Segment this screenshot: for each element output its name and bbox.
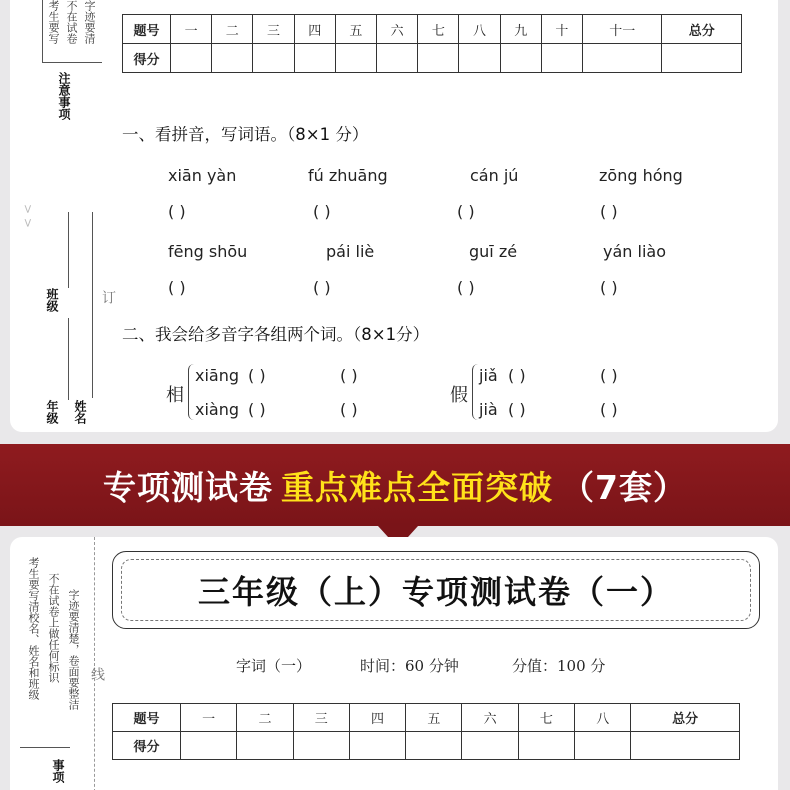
answer-blank[interactable]: ( ) <box>600 366 618 385</box>
pinyin-4: zōng hóng <box>599 166 683 185</box>
table-header-cell: 总分 <box>631 704 740 732</box>
pinyin-3: cán jú <box>470 166 519 185</box>
name-label: 姓名 <box>73 400 87 424</box>
polyphone-char-2: 假 <box>450 385 468 406</box>
notice-title: 事项 <box>51 759 65 783</box>
notice-line-1: 考生要写清校名、姓名和班级 <box>27 557 40 700</box>
bottom-exam-sheet <box>10 537 778 790</box>
name-line <box>92 212 93 398</box>
table-header-cell: 八 <box>575 704 631 732</box>
answer-blank[interactable]: ( ) <box>508 366 526 385</box>
notice-line-2: 不在试卷上做任何标识 <box>47 573 60 683</box>
answer-blank[interactable]: ( ) <box>600 400 618 419</box>
table-header-cell: 一 <box>181 704 237 732</box>
table-header-cell: 二 <box>212 15 253 44</box>
grade-line <box>68 318 69 400</box>
answer-blank[interactable]: ( ) <box>313 202 331 221</box>
binding-dashed-line <box>94 537 95 790</box>
table-header-cell: 七 <box>518 704 574 732</box>
score-cell[interactable] <box>212 44 253 73</box>
notice-title: 注意事项 <box>57 72 71 120</box>
brace <box>188 364 194 420</box>
class-label: 班级 <box>45 288 59 312</box>
score-cell[interactable] <box>662 44 742 73</box>
score-cell[interactable] <box>500 44 541 73</box>
pinyin-7: guī zé <box>469 242 518 261</box>
answer-blank[interactable]: ( ) <box>600 278 618 297</box>
notice-line-3: 字迹要清 <box>83 0 96 44</box>
score-cell[interactable] <box>541 44 582 73</box>
reading-2b: jià <box>479 400 498 419</box>
margin-divider-h <box>20 747 70 748</box>
table-header-cell: 五 <box>335 15 376 44</box>
pinyin-1: xiān yàn <box>168 166 237 185</box>
pinyin-5: fēng shōu <box>168 242 248 261</box>
score-cell[interactable] <box>335 44 376 73</box>
title-frame <box>112 551 760 629</box>
exam-time: 时间：60 分钟 <box>360 657 459 675</box>
score-cell[interactable] <box>418 44 459 73</box>
score-cell[interactable] <box>293 732 349 760</box>
score-cell[interactable] <box>518 732 574 760</box>
question-1-title: 一、看拼音，写词语。（8×1 分） <box>122 125 369 144</box>
reading-1a: xiāng <box>195 366 240 385</box>
banner-yellow-text: 重点难点全面突破 <box>281 467 554 507</box>
fold-arrows: > > <box>21 204 35 228</box>
notice-line-1: 考生要写 <box>47 0 60 44</box>
answer-blank[interactable]: ( ) <box>457 278 475 297</box>
score-cell[interactable] <box>575 732 631 760</box>
score-cell[interactable] <box>349 732 405 760</box>
score-cell[interactable] <box>237 732 293 760</box>
table-header-cell: 三 <box>293 704 349 732</box>
pinyin-6: pái liè <box>326 242 375 261</box>
score-table-score-row <box>123 44 742 73</box>
exam-subject: 字词（一） <box>236 657 312 675</box>
fold-mark: 订 <box>100 290 116 304</box>
table-header-cell: 六 <box>377 15 418 44</box>
answer-blank[interactable]: ( ) <box>168 278 186 297</box>
table-header-cell: 九 <box>500 15 541 44</box>
exam-score: 分值：100 分 <box>512 657 606 675</box>
answer-blank[interactable]: ( ) <box>168 202 186 221</box>
score-row-label: 得分 <box>113 732 181 760</box>
banner-white-text: 专项测试卷 <box>103 467 274 507</box>
answer-blank[interactable]: ( ) <box>248 366 266 385</box>
promo-banner <box>0 444 790 526</box>
table-header-cell: 四 <box>349 704 405 732</box>
score-cell[interactable] <box>631 732 740 760</box>
table-header-cell: 总分 <box>662 15 742 44</box>
score-cell[interactable] <box>583 44 662 73</box>
table-header-cell: 题号 <box>123 15 171 44</box>
score-cell[interactable] <box>171 44 212 73</box>
margin-divider <box>42 0 43 62</box>
table-header-cell: 七 <box>418 15 459 44</box>
table-header-cell: 十 <box>541 15 582 44</box>
brace <box>472 364 478 420</box>
notice-line-2: 不在试卷 <box>65 0 78 44</box>
banner-suffix: （7套） <box>561 467 687 507</box>
top-exam-sheet <box>10 0 778 432</box>
table-header-cell: 四 <box>294 15 335 44</box>
answer-blank[interactable]: ( ) <box>340 366 358 385</box>
table-header-cell: 二 <box>237 704 293 732</box>
grade-label: 年级 <box>45 400 59 424</box>
score-row-label: 得分 <box>123 44 171 73</box>
exam-title: 三年级（上）专项测试卷（一） <box>121 559 751 621</box>
answer-blank[interactable]: ( ) <box>508 400 526 419</box>
score-table <box>112 703 740 760</box>
binding-margin <box>10 0 116 432</box>
notice-line-3: 字迹要清楚，卷面要整洁 <box>67 589 80 710</box>
score-table-header-row <box>123 15 742 44</box>
answer-blank[interactable]: ( ) <box>313 278 331 297</box>
table-header-cell: 十一 <box>583 15 662 44</box>
reading-1b: xiàng <box>195 400 240 419</box>
score-table-score-row <box>113 732 740 760</box>
class-line <box>68 212 69 288</box>
score-table <box>122 14 742 73</box>
question-2-title: 二、我会给多音字各组两个词。（8×1分） <box>122 325 430 344</box>
answer-blank[interactable]: ( ) <box>340 400 358 419</box>
table-header-cell: 一 <box>171 15 212 44</box>
score-cell[interactable] <box>294 44 335 73</box>
pinyin-8: yán liào <box>603 242 666 261</box>
margin-divider-h <box>42 62 102 63</box>
table-header-cell: 六 <box>462 704 518 732</box>
score-cell[interactable] <box>462 732 518 760</box>
score-table-header-row <box>113 704 740 732</box>
table-header-cell: 五 <box>406 704 462 732</box>
score-cell[interactable] <box>459 44 500 73</box>
score-cell[interactable] <box>181 732 237 760</box>
answer-blank[interactable]: ( ) <box>248 400 266 419</box>
fold-mark: 线 <box>89 667 105 681</box>
table-header-cell: 题号 <box>113 704 181 732</box>
table-header-cell: 八 <box>459 15 500 44</box>
score-cell[interactable] <box>253 44 294 73</box>
table-header-cell: 三 <box>253 15 294 44</box>
score-cell[interactable] <box>406 732 462 760</box>
answer-blank[interactable]: ( ) <box>457 202 475 221</box>
polyphone-char-1: 相 <box>166 385 184 406</box>
pinyin-2: fú zhuāng <box>308 166 388 185</box>
answer-blank[interactable]: ( ) <box>600 202 618 221</box>
reading-2a: jiǎ <box>479 366 498 385</box>
score-cell[interactable] <box>377 44 418 73</box>
